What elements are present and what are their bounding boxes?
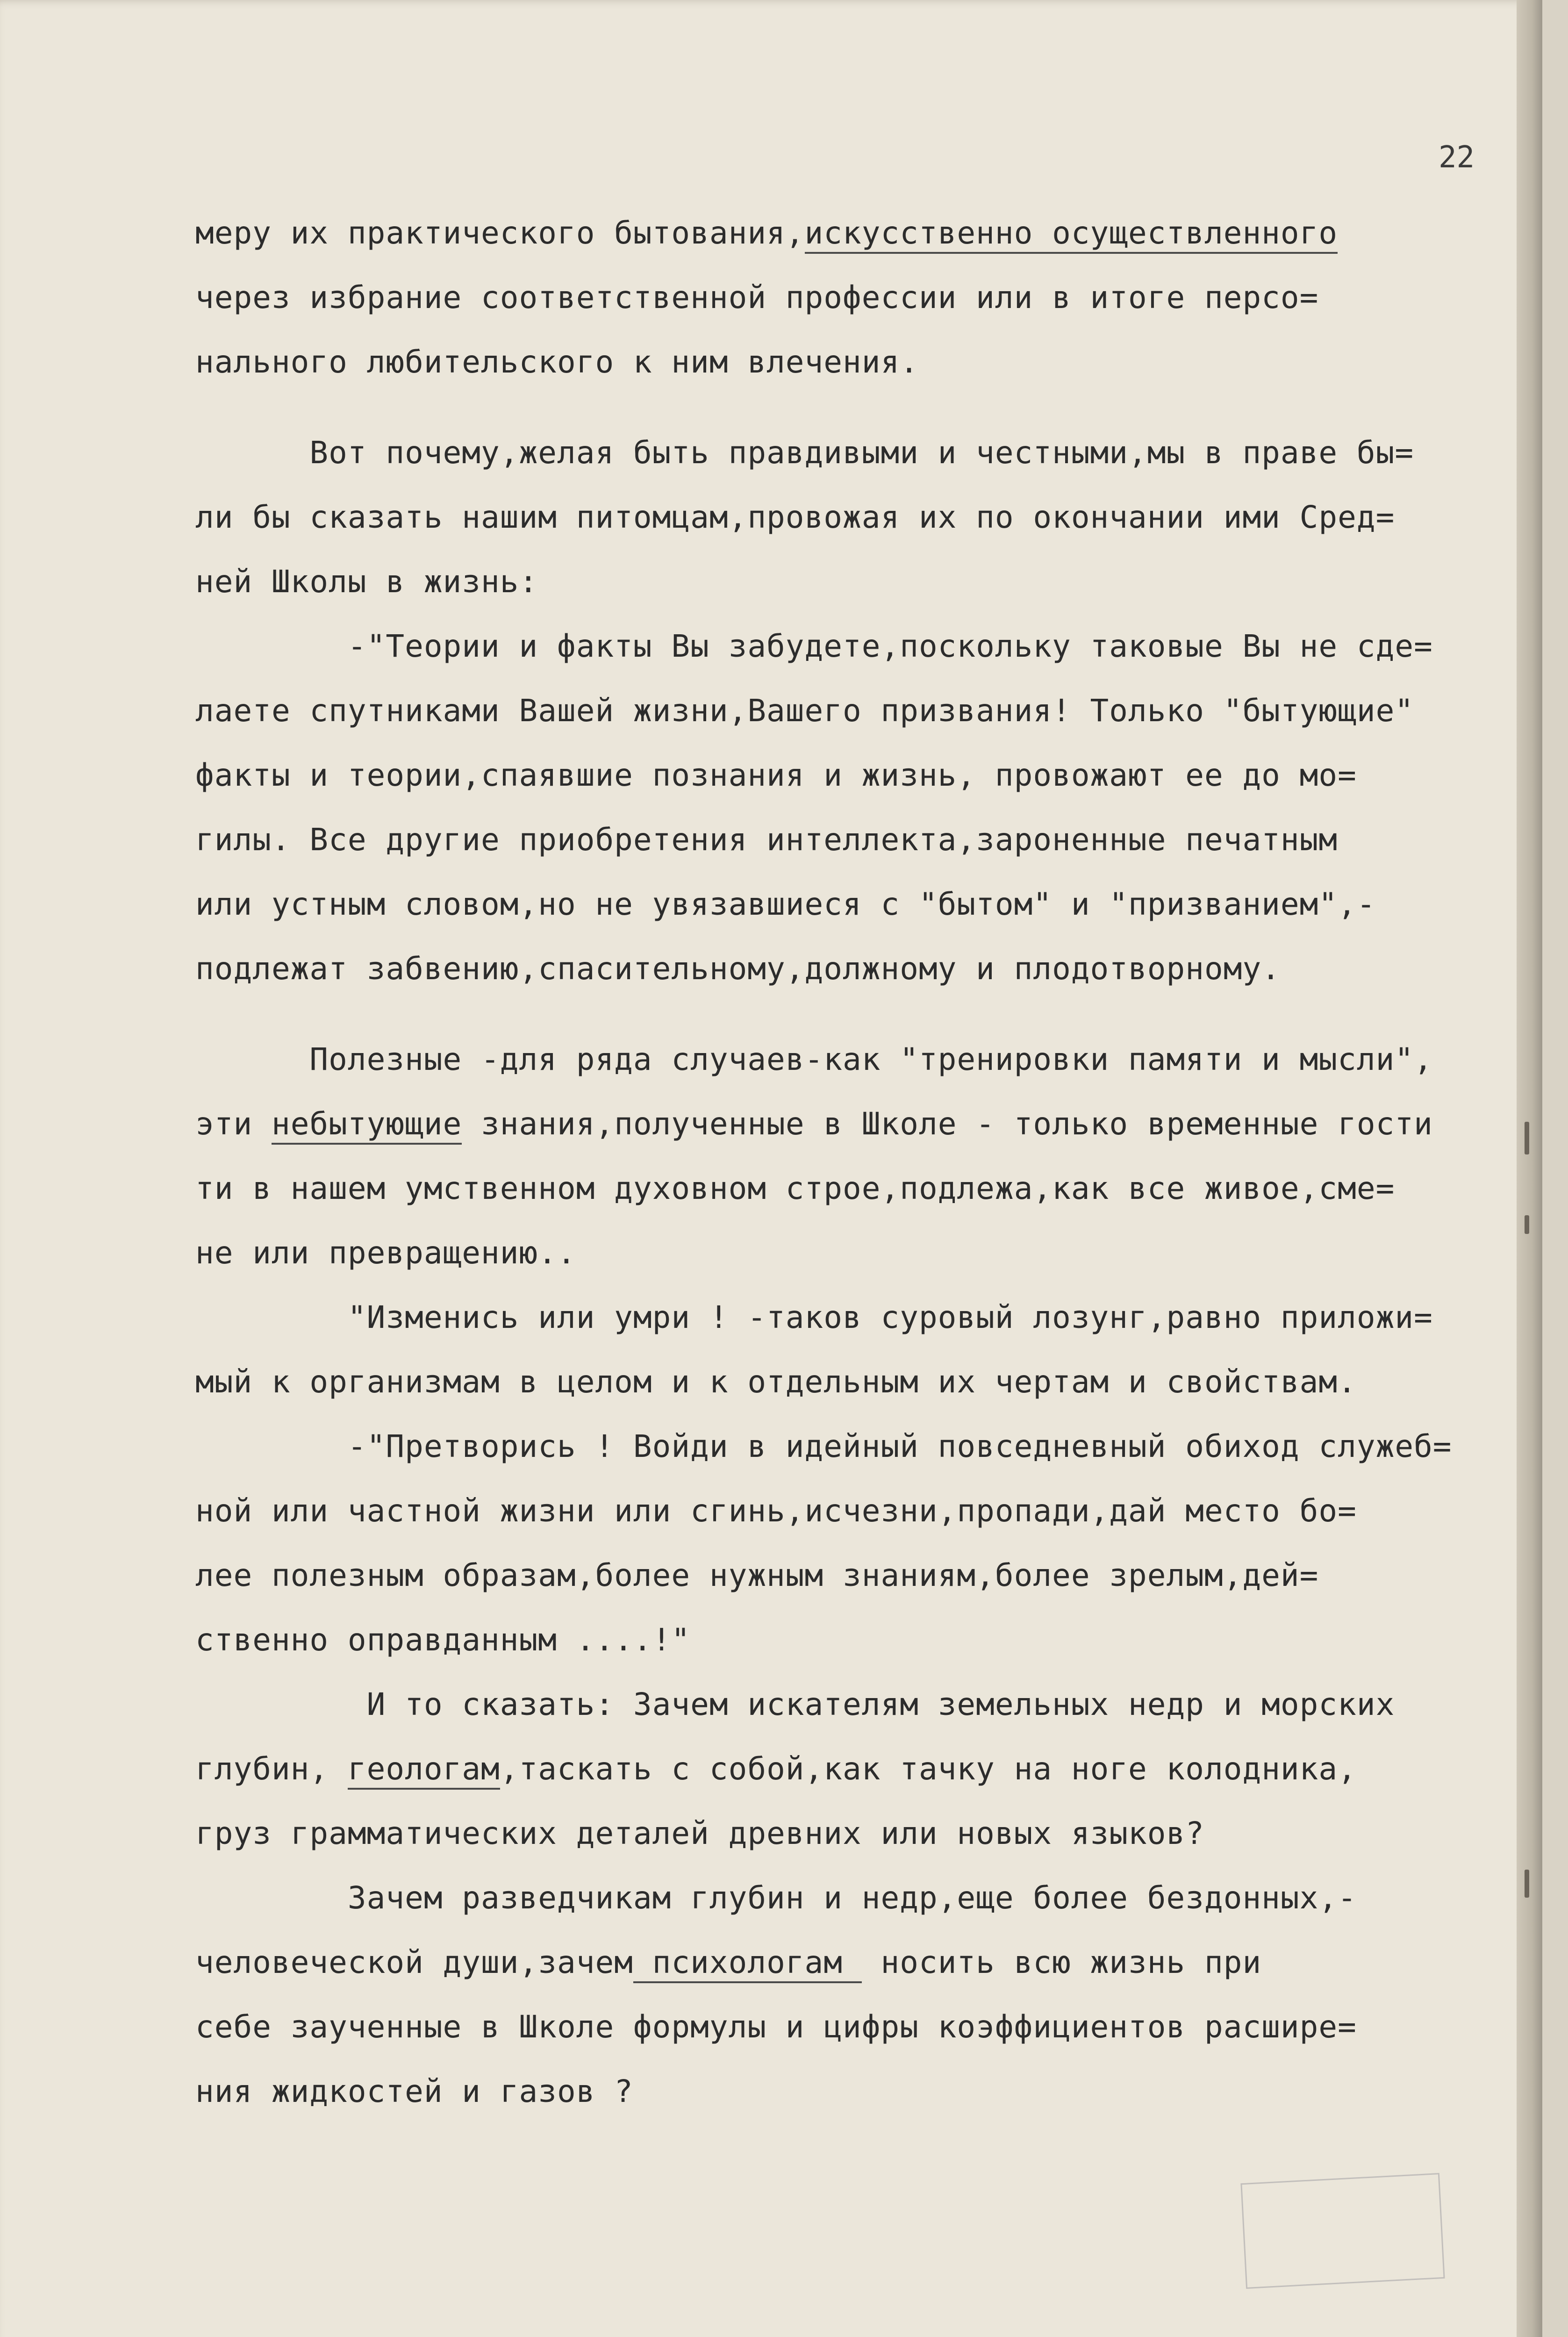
binding-clip bbox=[1525, 1215, 1529, 1234]
text-segment: ственно оправданным ....!" bbox=[195, 1622, 691, 1658]
text-segment: Зачем разведчикам глубин и недр,еще более бездонных,- bbox=[195, 1880, 1357, 1916]
text-line bbox=[195, 1414, 1541, 1479]
text-line bbox=[195, 1479, 1541, 1543]
text-segment: лее полезным образам,более нужным знаниям,более зрелым,дей= bbox=[195, 1557, 1319, 1593]
text-segment: знания,полученные в Школе - только временные гости bbox=[462, 1106, 1433, 1142]
underlined-text: геологам bbox=[348, 1751, 500, 1790]
binding-clip bbox=[1525, 1870, 1529, 1898]
text-line bbox=[195, 330, 1541, 394]
paragraph-gap bbox=[195, 1001, 1541, 1027]
text-line bbox=[195, 1801, 1541, 1866]
underlined-text: психологам bbox=[633, 1944, 862, 1983]
text-segment: ной или частной жизни или сгинь,исчезни,пропади,дай место бо= bbox=[195, 1493, 1357, 1529]
text-segment: мый к организмам в целом и к отдельным их чертам и свойствам. bbox=[195, 1364, 1357, 1400]
binding-clip bbox=[1525, 1122, 1529, 1154]
text-line bbox=[195, 1027, 1541, 1092]
text-segment: груз грамматических деталей древних или новых языков? bbox=[195, 1815, 1204, 1851]
text-segment: ней Школы в жизнь: bbox=[195, 564, 538, 600]
text-segment: -"Претворись ! Войди в идейный повседневный обиход служеб= bbox=[195, 1428, 1452, 1464]
text-line bbox=[195, 201, 1541, 265]
text-segment: подлежат забвению,спасительному,должному и плодотворному. bbox=[195, 951, 1281, 987]
text-line bbox=[195, 679, 1541, 743]
text-line bbox=[195, 265, 1541, 330]
text-line bbox=[195, 1930, 1541, 1995]
text-line bbox=[195, 614, 1541, 679]
text-line bbox=[195, 937, 1541, 1001]
text-segment: Полезные -для ряда случаев-как "тренировки памяти и мысли", bbox=[195, 1041, 1433, 1077]
text-segment: нального любительского к ним влечения. bbox=[195, 344, 919, 380]
text-line bbox=[195, 1092, 1541, 1156]
text-segment: не или превращению.. bbox=[195, 1235, 576, 1271]
page-number: 22 bbox=[1439, 140, 1475, 175]
text-segment: ния жидкостей и газов ? bbox=[195, 2073, 633, 2109]
text-segment: ,таскать с собой,как тачку на ноге колодника, bbox=[500, 1751, 1357, 1787]
text-line bbox=[195, 1737, 1541, 1801]
typewritten-text bbox=[195, 201, 1541, 2124]
text-line bbox=[195, 1350, 1541, 1414]
text-line bbox=[195, 1608, 1541, 1672]
text-line bbox=[195, 808, 1541, 872]
text-segment: факты и теории,спаявшие познания и жизнь, провожают ее до мо= bbox=[195, 757, 1357, 793]
text-line bbox=[195, 1672, 1541, 1737]
text-segment: гилы. Все другие приобретения интеллекта,зароненные печатным bbox=[195, 822, 1338, 858]
underlined-text: небытующие bbox=[272, 1106, 462, 1145]
text-line bbox=[195, 872, 1541, 937]
text-line bbox=[195, 550, 1541, 614]
text-line bbox=[195, 1543, 1541, 1608]
text-line bbox=[195, 1995, 1541, 2059]
text-line bbox=[195, 1866, 1541, 1930]
text-line bbox=[195, 743, 1541, 808]
text-segment: человеческой души,зачем bbox=[195, 1944, 633, 1980]
paragraph-gap bbox=[195, 394, 1541, 421]
text-segment: Вот почему,желая быть правдивыми и честными,мы в праве бы= bbox=[195, 435, 1414, 471]
text-segment: лаете спутниками Вашей жизни,Вашего призвания! Только "бытующие" bbox=[195, 693, 1414, 729]
text-segment: эти bbox=[195, 1106, 272, 1142]
text-segment: меру их практического бытования, bbox=[195, 215, 805, 251]
text-segment: или устным словом,но не увязавшиеся с "бытом" и "призванием",- bbox=[195, 886, 1376, 922]
text-line bbox=[195, 2059, 1541, 2124]
text-line bbox=[195, 1156, 1541, 1221]
text-segment: ти в нашем умственном духовном строе,подлежа,как все живое,сме= bbox=[195, 1170, 1395, 1206]
text-segment: И то сказать: Зачем искателям земельных недр и морских bbox=[195, 1686, 1395, 1722]
text-segment: глубин, bbox=[195, 1751, 348, 1787]
underlined-text: искусственно осуществленного bbox=[805, 215, 1338, 254]
text-segment: через избрание соответственной профессии или в итоге персо= bbox=[195, 280, 1319, 315]
text-line bbox=[195, 421, 1541, 485]
text-segment: себе заученные в Школе формулы и цифры коэффициентов расшире= bbox=[195, 2009, 1357, 2045]
text-segment: ли бы сказать нашим питомцам,провожая их по окончании ими Сред= bbox=[195, 499, 1395, 535]
text-line bbox=[195, 1285, 1541, 1350]
text-segment: "Изменись или умри ! -таков суровый лозунг,равно приложи= bbox=[195, 1299, 1433, 1335]
text-line bbox=[195, 485, 1541, 550]
text-segment: -"Теории и факты Вы забудете,поскольку таковые Вы не сде= bbox=[195, 628, 1433, 664]
text-line bbox=[195, 1221, 1541, 1285]
archive-stamp bbox=[1240, 2173, 1445, 2289]
text-segment: носить всю жизнь при bbox=[861, 1944, 1262, 1980]
